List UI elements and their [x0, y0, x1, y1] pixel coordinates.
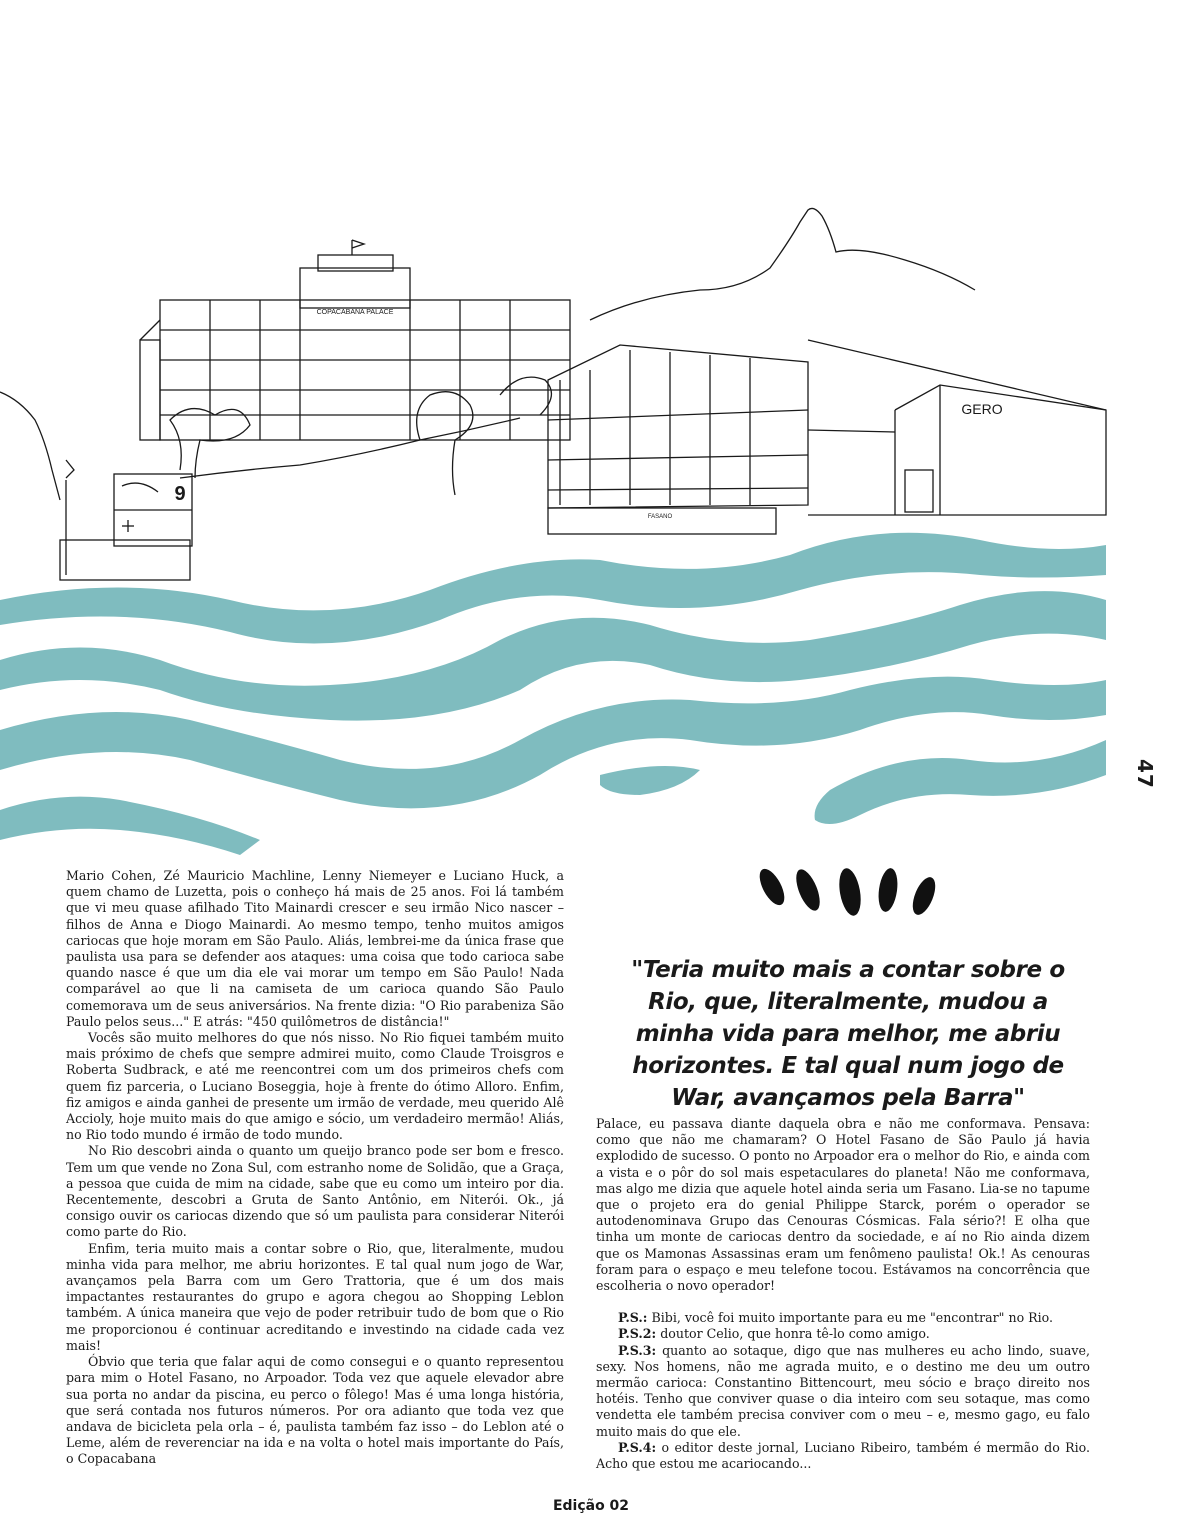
postscript	[596, 1326, 1090, 1342]
article-paragraph: Vocês são muito melhores do que nós nisso. No Rio fiquei também muito mais próximo de chefs que sempre admirei muito, como Claude Troisgros e Roberta Sudbrack, e até me reencontrei com um dos primeiros chefs com quem fiz parceria, o Luciano Boseggia, hoje à frente do ótimo Alloro. Enfim, fiz amigos e ainda ganhei de presente um irmão de verdade, meu querido Alê Accioly, hoje muito mais do que amigo e sócio, um verdadeiro mermão! Aliás, no Rio todo mundo é irmão de todo mundo.	[66, 1030, 564, 1143]
quote-mark-stroke	[908, 874, 940, 918]
postscript	[596, 1310, 1090, 1326]
sidewalk-wave-pattern	[0, 533, 1106, 855]
quote-mark-stroke	[876, 867, 900, 913]
fasano-sign: FASANO	[647, 514, 673, 520]
article-paragraph: Enfim, teria muito mais a contar sobre o Rio, que, literalmente, mudou minha vida para melhor, me abriu horizontes. E tal qual num jogo de War, avançamos pela Barra com um Gero Trattoria, que é um dos mais impactantes restaurantes do grupo e agora chegou ao Shopping Leblon também. A única maneira que vejo de poder retribuir tudo de bom que o Rio me proporcionou é continuar acreditando e investindo na cidade cada vez mais!	[66, 1240, 564, 1353]
fasano-building	[548, 345, 808, 534]
postscript-text: o editor deste jornal, Luciano Ribeiro, também é mermão do Rio. Acho que estou me acariocando...	[596, 1439, 1090, 1472]
lifeguard-post-number: 9	[174, 483, 186, 505]
article-column-left	[66, 868, 564, 1468]
article-column-right	[596, 1116, 1090, 1472]
edition-footer: Edição 02	[552, 1498, 630, 1514]
pull-quote: "Teria muito mais a contar sobre o Rio, que, literalmente, mudou a minha vida para melhor, me abriu horizontes. E tal qual num jogo de War, avançamos pela Barra"	[631, 957, 1065, 1111]
article-paragraph: Palace, eu passava diante daquela obra e não me conformava. Pensava: como que não me chamaram? O Hotel Fasano de São Paulo já havia explodido de sucesso. O ponto no Arpoador era o melhor do Rio, e ainda com a vista e o pôr do sol mais espetaculares do planeta! Não me conformava, mas algo me dizia que aquele hotel ainda seria um Fasano. Lia-se no tapume que o projeto era do genial Philippe Starck, porém o operador se autodenominava Grupo das Cenouras Cósmicas. Fala sério?! E olha que tinha um monte de cariocas dentro da sociedade, e aí no Rio ainda dizem que os Mamonas Assassinas eram um fenômeno paulista! Ok.! As cenouras foram para o espaço e meu telefone tocou. Estávamos na concorrência que escolheria o novo operador!	[596, 1116, 1090, 1294]
postscript-text: quanto ao sotaque, digo que nas mulheres eu acho lindo, suave, sexy. Nos homens, não me agrada muito, e o destino me deu um outro mermão carioca: Constantino Bittencourt, meu sócio e braço direito nos hotéis. Tenho que conviver quase o dia inteiro com seu sotaque, mas como vendetta ele também precisa conviver com o meu – e, mesmo gago, eu falo muito mais do que ele.	[596, 1342, 1090, 1439]
postscript-label: P.S.3:	[618, 1342, 657, 1358]
lifeguard-post	[60, 460, 192, 580]
hotel-sign: COPACABANA PALACE	[316, 309, 394, 316]
article-paragraph: Óbvio que teria que falar aqui de como consegui e o quanto representou para mim o Hotel Fasano, no Arpoador. Toda vez que aquele elevador abre sua porta no andar da piscina, eu perco o fôlego! Mas é uma longa história, que será contada nos futuros números. Por ora adianto que toda vez que andava de bicicleta pela orla – é, paulista também faz isso – do Leblon até o Leme, além de reverenciar na ida e na volta o hotel mais importante do País, o Copacabana	[66, 1354, 564, 1467]
tree	[500, 377, 551, 415]
quote-mark-stroke	[755, 865, 790, 909]
mountain-left	[0, 392, 60, 500]
restaurant-sign: GERO	[961, 401, 1003, 417]
postscript-label: P.S.4:	[618, 1439, 657, 1455]
quote-mark-stroke	[836, 867, 864, 918]
article-paragraph: Mario Cohen, Zé Mauricio Machline, Lenny Niemeyer e Luciano Huck, a quem chamo de Luzetta, pois o conheço há mais de 25 anos. Foi lá também que vi meu quase afilhado Tito Mainardi crescer e seu irmão Nico nascer – filhos de Anna e Diogo Mainardi. Ao mesmo tempo, tenho muitos amigos cariocas que hoje moram em São Paulo. Aliás, lembrei-me da única frase que paulista usa para se defender aos ataques: uma coisa que todo carioca sabe quando nasce é que um dia ele vai morar um tempo em São Paulo! Nada comparável ao que li na camiseta de um carioca quando São Paulo comemorava um de seus aniversários. Na frente dizia: "O Rio parabeniza São Paulo pelos seus..." E atrás: "450 quilômetros de distância!"	[66, 868, 564, 1029]
tree	[417, 392, 473, 495]
quote-mark-stroke	[791, 866, 824, 914]
article-paragraph: No Rio descobri ainda o quanto um queijo branco pode ser bom e fresco. Tem um que vende no Zona Sul, com estranho nome de Solidão, que a Graça, a pessoa que cuida de mim na cidade, sabe que eu como um inteiro por dia. Recentemente, descobri a Gruta de Santo Antônio, em Niterói. Ok., já consigo ouvir os cariocas dizendo que só um paulista para considerar Niterói como parte do Rio.	[66, 1143, 564, 1240]
mountain-right	[590, 208, 975, 320]
page-number: 47	[1133, 759, 1157, 789]
postscript-text: doutor Celio, que honra tê-lo como amigo.	[660, 1326, 930, 1342]
gero-building	[808, 340, 1106, 515]
spacer	[596, 1294, 1090, 1310]
postscript	[596, 1440, 1090, 1472]
postscript-label: P.S.:	[618, 1310, 648, 1326]
quote-marks-icon	[752, 862, 952, 922]
postscript-text: Bibi, você foi muito importante para eu me "encontrar" no Rio.	[651, 1310, 1054, 1326]
postscript-label: P.S.2:	[618, 1326, 657, 1342]
postscript	[596, 1343, 1090, 1440]
